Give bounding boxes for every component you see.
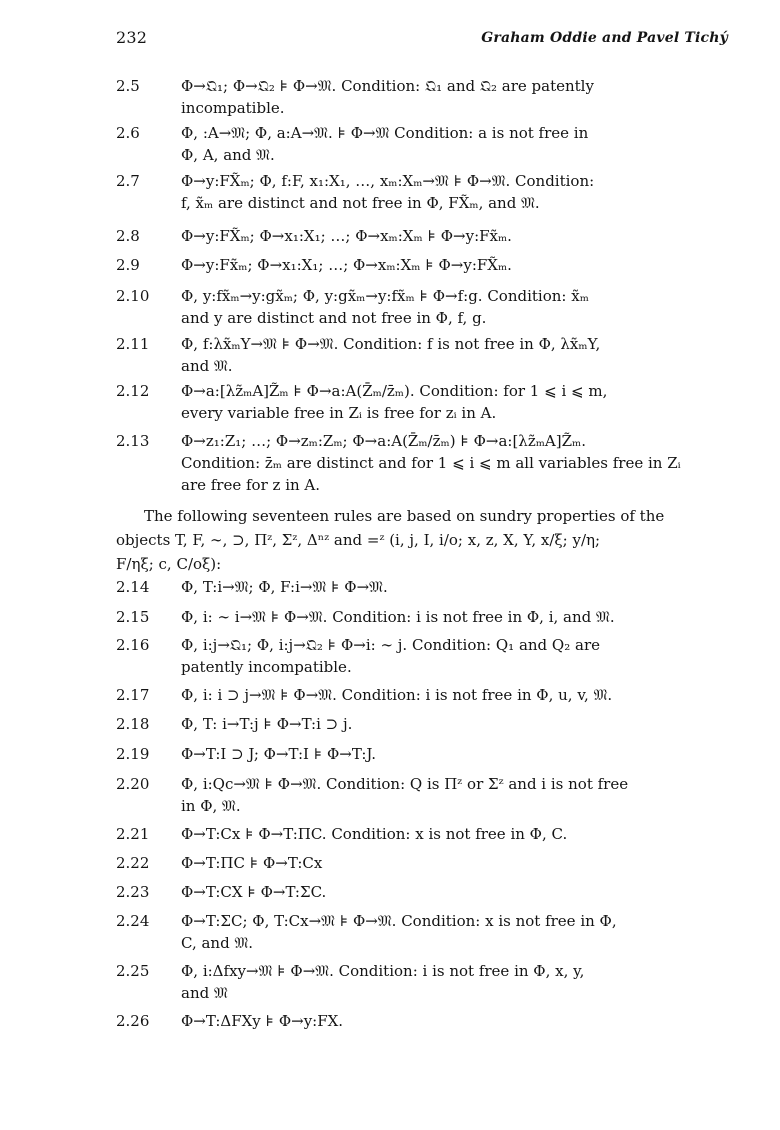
rule-text [181,910,729,954]
rule-line: Φ, y:fx̃ₘ→y:gx̃ₘ; Φ, y:gx̃ₘ→y:fx̃ₘ ⊧ Φ→f:g. Condition: x̃ₘ [181,287,589,305]
rule-line: Φ→y:FX̃ₘ; Φ, f:F, x₁:X₁, …, xₘ:Xₘ→𝔐 ⊧ Φ→𝔐. Condition: [181,172,595,190]
rule-number: 2.24 [116,912,150,930]
rule-number: 2.6 [116,124,140,142]
rule-text [181,634,729,678]
rule-number: 2.16 [116,636,150,654]
rule-text [181,225,729,247]
rule-text [181,773,729,817]
rule-text [181,170,729,214]
rule-number: 2.21 [116,825,150,843]
rule-line: Φ, i:Qc→𝔐 ⊧ Φ→𝔐. Condition: Q is Πᶻ or Σᶻ and i is not free [181,775,629,793]
rule-line: Φ, i:Δfxy→𝔐 ⊧ Φ→𝔐. Condition: i is not free in Φ, x, y, [181,962,585,980]
intro-paragraph [116,504,730,576]
rule-text [181,122,729,166]
rule-line: and 𝔐. [181,357,233,375]
rule-line: are free for z in A. [181,476,321,494]
rule-text [181,254,729,276]
rule-number: 2.17 [116,686,150,704]
rule-line: f, x̃ₘ are distinct and not free in Φ, FX̃ₘ, and 𝔐. [181,194,540,212]
rule-line: Φ, i: i ⊃ j→𝔐 ⊧ Φ→𝔐. Condition: i is not free in Φ, u, v, 𝔐. [181,686,613,704]
rule-line: Condition: z̄ₘ are distinct and for 1 ⩽ i ⩽ m all variables free in Zᵢ [181,454,681,472]
rule-line: Φ→a:[λz̃ₘA]Z̃ₘ ⊧ Φ→a:A(Z̄ₘ/z̄ₘ). Condition: for 1 ⩽ i ⩽ m, [181,382,608,400]
rule-line: Φ, T: i→T:j ⊧ Φ→T:i ⊃ j. [181,715,353,733]
rule-number: 2.26 [116,1012,150,1030]
rule-line: and 𝔐 [181,984,228,1002]
rule-number: 2.10 [116,287,150,305]
rule-line: Φ→T:Cx ⊧ Φ→T:ΠC. Condition: x is not free in Φ, C. [181,825,568,843]
rule-line: Φ→T:ΔFXy ⊧ Φ→y:FX. [181,1012,344,1030]
rule-line: Φ→T:CX ⊧ Φ→T:ΣC. [181,883,327,901]
rule-number: 2.18 [116,715,150,733]
rule-line: in Φ, 𝔐. [181,797,241,815]
rule-line: C, and 𝔐. [181,934,254,952]
rule-number: 2.20 [116,775,150,793]
rule-line: and y are distinct and not free in Φ, f, g. [181,309,487,327]
paragraph-line: objects T, F, ∼, ⊃, Πᶻ, Σᶻ, Δⁿᶻ and =ᶻ (i, j, I, i/o; x, z, X, Y, x/ξ; y/η; [116,531,601,549]
paragraph-line: The following seventeen rules are based on sundry properties of the [144,507,665,525]
rule-number: 2.13 [116,432,150,450]
rule-text [181,960,729,1004]
rule-line: Φ→T:ΣC; Φ, T:Cx→𝔐 ⊧ Φ→𝔐. Condition: x is not free in Φ, [181,912,617,930]
rule-number: 2.23 [116,883,150,901]
rule-text [181,713,729,735]
rule-line: Φ, i: ∼ i→𝔐 ⊧ Φ→𝔐. Condition: i is not free in Φ, i, and 𝔐. [181,608,615,626]
rule-line: Φ→T:ΠC ⊧ Φ→T:Cx [181,854,323,872]
rule-text [181,852,729,874]
rule-line: Φ, :A→𝔐; Φ, a:A→𝔐. ⊧ Φ→𝔐 Condition: a is not free in [181,124,589,142]
rule-text [181,1010,729,1032]
rule-line: Φ→y:Fx̃ₘ; Φ→x₁:X₁; …; Φ→xₘ:Xₘ ⊧ Φ→y:FX̃ₘ. [181,256,512,274]
rule-text [181,881,729,903]
rule-line: Φ→z₁:Z₁; …; Φ→zₘ:Zₘ; Φ→a:A(Z̄ₘ/z̄ₘ) ⊧ Φ→a:[λz̃ₘA]Z̃ₘ. [181,432,586,450]
rule-number: 2.5 [116,77,140,95]
rule-line: Φ, f:λx̃ₘY→𝔐 ⊧ Φ→𝔐. Condition: f is not free in Φ, λx̃ₘY, [181,335,601,353]
rule-line: Φ, A, and 𝔐. [181,146,275,164]
rule-line: Φ, T:i→𝔐; Φ, F:i→𝔐 ⊧ Φ→𝔐. [181,578,388,596]
rule-text [181,430,729,496]
rule-text [181,576,729,598]
rule-number: 2.8 [116,227,140,245]
rule-number: 2.14 [116,578,150,596]
rule-line: patently incompatible. [181,658,352,676]
rule-number: 2.25 [116,962,150,980]
rule-number: 2.11 [116,335,150,353]
rule-text [181,380,729,424]
running-head-authors: Graham Oddie and Pavel Tichý [481,30,728,46]
rule-number: 2.7 [116,172,140,190]
rule-text [181,743,729,765]
rule-number: 2.9 [116,256,140,274]
rule-number: 2.12 [116,382,150,400]
rule-text [181,606,729,628]
rule-text [181,333,729,377]
rule-number: 2.22 [116,854,150,872]
rule-line: Φ→𝔔₁; Φ→𝔔₂ ⊧ Φ→𝔐. Condition: 𝔔₁ and 𝔔₂ are patently [181,77,594,95]
paragraph-line: F/ηξ; c, C/oξ): [116,555,222,573]
rule-text [181,823,729,845]
rule-number: 2.19 [116,745,150,763]
rule-line: Φ→T:I ⊃ J; Φ→T:I ⊧ Φ→T:J. [181,745,377,763]
rule-line: incompatible. [181,99,285,117]
rule-line: Φ, i:j→𝔔₁; Φ, i:j→𝔔₂ ⊧ Φ→i: ∼ j. Condition: Q₁ and Q₂ are [181,636,600,654]
rule-text [181,75,729,119]
rule-line: Φ→y:FX̃ₘ; Φ→x₁:X₁; …; Φ→xₘ:Xₘ ⊧ Φ→y:Fx̃ₘ. [181,227,512,245]
rule-text [181,285,729,329]
rule-number: 2.15 [116,608,150,626]
rule-text [181,684,729,706]
page-number: 232 [116,28,148,47]
rule-line: every variable free in Zᵢ is free for zᵢ in A. [181,404,497,422]
